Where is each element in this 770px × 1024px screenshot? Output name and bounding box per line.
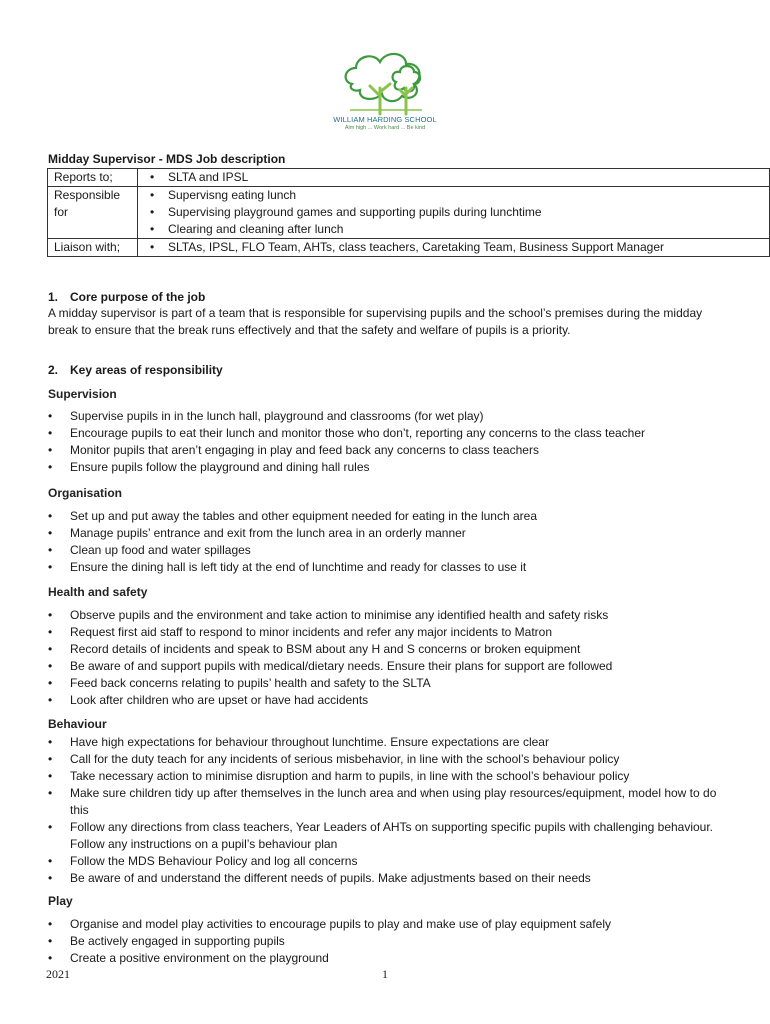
behaviour-list (48, 734, 728, 887)
list-item: • Manage pupils’ entrance and exit from the lunch area in an orderly manner (48, 525, 728, 542)
core-purpose-text: A midday supervisor is part of a team that is responsible for supervising pupils and the school’s premises during the midday break to ensure that the break runs effectively and that the safety and welfare of pupils is a priority. (48, 306, 703, 337)
organisation-list (48, 508, 728, 576)
liaison-with-label: Liaison with; (48, 239, 138, 257)
list-item: • Monitor pupils that aren’t engaging in play and feed back any concerns to class teachers (48, 442, 728, 459)
list-item: • Encourage pupils to eat their lunch and monitor those who don’t, reporting any concerns to the class teacher (48, 425, 728, 442)
list-item: • Clearing and cleaning after lunch (144, 221, 769, 238)
list-item: • Feed back concerns relating to pupils’ health and safety to the SLTA (48, 675, 728, 692)
list-item: • Clean up food and water spillages (48, 542, 728, 559)
footer-year: 2021 (46, 967, 70, 981)
table-row (48, 187, 770, 239)
list-item: • SLTAs, IPSL, FLO Team, AHTs, class teachers, Caretaking Team, Business Support Manager (144, 239, 769, 256)
section-1-number: 1. (48, 290, 59, 304)
list-item: • Request first aid staff to respond to minor incidents and refer any major incidents to Matron (48, 624, 728, 641)
section-1-title: Core purpose of the job (70, 290, 206, 304)
logo-motto: Aim high ... Work hard ... Be kind (344, 125, 426, 131)
section-2-number: 2. (48, 363, 59, 377)
list-item: • Supervising playground games and supporting pupils during lunchtime (144, 204, 769, 221)
list-item: • Supervise pupils in in the lunch hall, playground and classrooms (for wet play) (48, 408, 728, 425)
list-item: • Observe pupils and the environment and take action to minimise any identified health and safety risks (48, 607, 728, 624)
list-item: • Organise and model play activities to encourage pupils to play and make use of play equipment safely (48, 916, 728, 933)
supervision-list (48, 408, 728, 476)
list-item: • Take necessary action to minimise disruption and harm to pupils, in line with the school’s behaviour policy (48, 768, 728, 785)
list-item: • Have high expectations for behaviour throughout lunchtime. Ensure expectations are clear (48, 734, 728, 751)
health-and-safety-list (48, 607, 728, 709)
list-item: • Ensure the dining hall is left tidy at the end of lunchtime and ready for classes to use it (48, 559, 728, 576)
list-item: • Follow any directions from class teachers, Year Leaders of AHTs on supporting specific pupils with challenging behaviour. Follow any instructions on a pupil’s behaviour plan (48, 819, 728, 853)
logo-school-name: WILLIAM HARDING SCHOOL (333, 115, 437, 124)
list-item: • Be actively engaged in supporting pupils (48, 933, 728, 950)
page-number: 1 (382, 967, 388, 981)
responsible-for-label: Responsible for (48, 187, 138, 239)
section-2-heading (48, 363, 223, 377)
reports-to-value (138, 169, 770, 187)
subheading-play: Play (48, 894, 73, 908)
document-title: Midday Supervisor - MDS Job description (48, 152, 286, 166)
list-item: • Create a positive environment on the playground (48, 950, 728, 967)
table-row (48, 169, 770, 187)
list-item: • Set up and put away the tables and other equipment needed for eating in the lunch area (48, 508, 728, 525)
list-item: • Look after children who are upset or have had accidents (48, 692, 728, 709)
subheading-supervision: Supervision (48, 387, 117, 401)
list-item: • Record details of incidents and speak to BSM about any H and S concerns or broken equipment (48, 641, 728, 658)
liaison-with-value (138, 239, 770, 257)
responsible-for-value (138, 187, 770, 239)
play-list (48, 916, 728, 967)
list-item: • Ensure pupils follow the playground and dining hall rules (48, 459, 728, 476)
job-info-table (47, 168, 770, 257)
section-1-heading (48, 290, 205, 304)
section-2-title: Key areas of responsibility (70, 363, 223, 377)
list-item: • Call for the duty teach for any incidents of serious misbehavior, in line with the school’s behaviour policy (48, 751, 728, 768)
table-row (48, 239, 770, 257)
subheading-behaviour: Behaviour (48, 717, 107, 731)
subheading-health-and-safety: Health and safety (48, 585, 148, 599)
list-item: • Be aware of and support pupils with medical/dietary needs. Ensure their plans for support are followed (48, 658, 728, 675)
subheading-organisation: Organisation (48, 486, 123, 500)
list-item: • Follow the MDS Behaviour Policy and log all concerns (48, 853, 728, 870)
list-item: • Make sure children tidy up after themselves in the lunch area and when using play resources/equipment, model how to do this (48, 785, 728, 819)
list-item: • Be aware of and understand the different needs of pupils. Make adjustments based on their needs (48, 870, 728, 887)
list-item: • Supervisng eating lunch (144, 187, 769, 204)
list-item: • SLTA and IPSL (144, 169, 769, 186)
reports-to-label: Reports to; (48, 169, 138, 187)
